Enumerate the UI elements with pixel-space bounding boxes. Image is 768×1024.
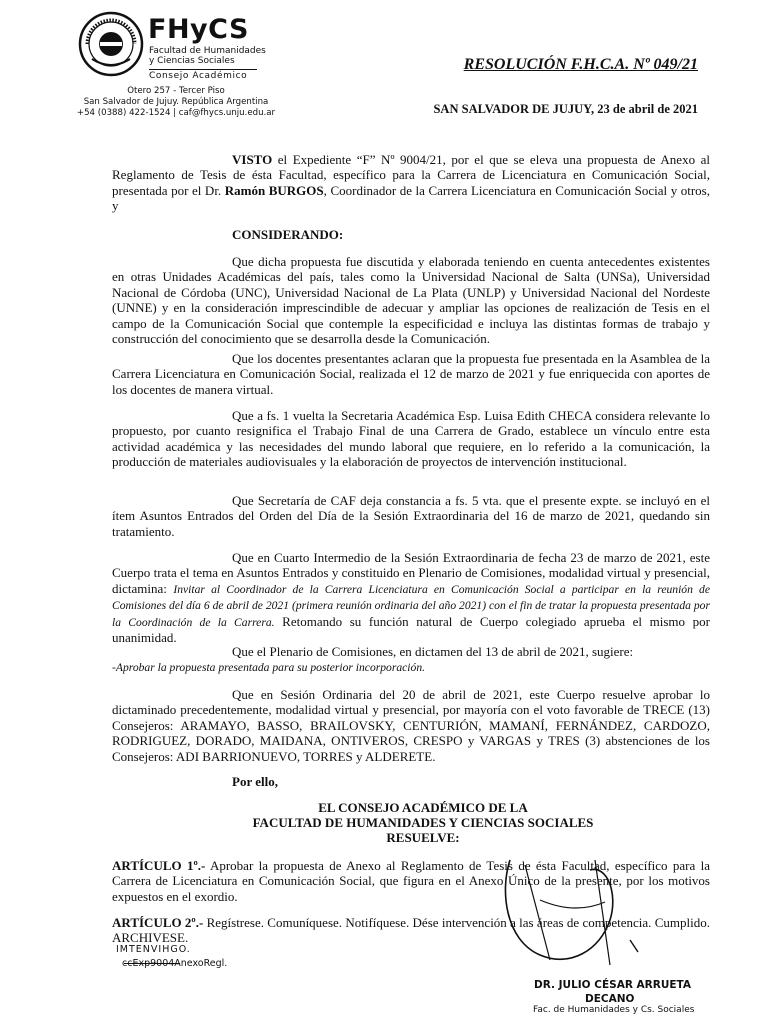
- footer-initials: IMTENVIHGO.: [116, 944, 191, 955]
- visto-text-a: el Expediente “F” Nº 9004/21, por el que se eleva una propuesta de Anexo al Reglamento de Tesis de ésta Facultad, específico para la Carrera de Licenciatura en Comunicación Social, presentada por el Dr.: [112, 152, 710, 198]
- p5-italic: Invitar al Coordinador de la Carrera Licenciatura en Comunicación Social a participar en la reunión de Comisiones del día 6 de abril de 2021 (primera reunión ordinaria del año 2021) con el fin de tratar la propuesta presentada por la Coordinación de la Carrera.: [112, 582, 710, 629]
- considerando-p2: Que los docentes presentantes aclaran que la propuesta fue presentada en la Asamblea de la Carrera Licenciatura en Comunicación Social, realizada el 12 de marzo de 2021 y fue enriquecida con aportes de los docentes de manera virtual.: [112, 351, 710, 397]
- considerando-p1: Que dicha propuesta fue discutida y elaborada teniendo en cuenta antecedentes existentes en otras Unidades Académicas del país, tales como la Universidad Nacional de Salta (UNSa), Universidad Nacional de Córdoba (UNC), Universidad Nacional de La Plata (UNLP) y Universidad Nacional del Nordeste (UNNE) y en la consideración imprescindible de adecuar y ampliar las opciones de realización de Tesis en el campo de la Comunicación Social que contemple la especificidad e incluya las distintas formas de trabajo y construcción del conocimiento que se desarrolla desde la Comunicación.: [112, 254, 710, 347]
- article-1-text: Aprobar la propuesta de Anexo al Reglamento de Tesis de ésta Facultad, específico para la Carrera de Licenciatura en Comunicación Social, que figura en el Anexo Único de la presente, por los motivos expuestos en el exordio.: [112, 858, 710, 904]
- signatory-name: DR. JULIO CÉSAR ARRUETA: [534, 979, 692, 991]
- header-divider: [149, 69, 257, 70]
- considerando-p5: [112, 550, 710, 645]
- date-line: SAN SALVADOR DE JUJUY, 23 de abril de 2021: [433, 102, 698, 116]
- address-block: [62, 86, 290, 119]
- considerando-p7: Que en Sesión Ordinaria del 20 de abril de 2021, este Cuerpo resuelve aprobar lo dictaminado precedentemente, modalidad virtual y presencial, por mayoría con el voto favorable de TRECE (13) Consejeros: ARAMAYO, BASSO, BRAILOVSKY, CENTURIÓN, MAMANÍ, FERNÁNDEZ, CARDOZO, RODRIGUEZ, DORADO, MAIDANA, ONTIVEROS, CRESPO y VARGAS y TRES (3) abstenciones de los Consejeros: ADI BARRIONUEVO, TORRES y ALDERETE.: [112, 687, 710, 764]
- faculty-line-1: Facultad de Humanidades: [149, 46, 266, 56]
- considerando-p3: Que a fs. 1 vuelta la Secretaria Académica Esp. Luisa Edith CHECA considera relevante lo propuesto, por cuanto resignifica el Trabajo Final de una Carrera de Grado, establece un vínculo entre esta actividad académica y las necesidades del mundo laboral que requiere, en lo referido a la comunicación, la producción de materiales audiovisuales y la elaboración de proyectos de intervención institucional.: [112, 408, 710, 470]
- article-2-label: ARTÍCULO 2º.-: [112, 915, 204, 930]
- footer-strike: [124, 963, 180, 964]
- footer-reference: ccExp9004AnexoRegl.: [122, 958, 228, 969]
- article-1-label: ARTÍCULO 1º.-: [112, 858, 206, 873]
- resuelve-line-2: FACULTAD DE HUMANIDADES Y CIENCIAS SOCIALES: [252, 815, 594, 830]
- faculty-line-2: y Ciencias Sociales: [149, 56, 235, 66]
- por-ello: Por ello,: [232, 774, 278, 789]
- visto-text-b: , Coordinador de la Carrera Licenciatura en Comunicación Social y otros, y: [112, 182, 710, 214]
- p6-quote: -Aprobar la propuesta presentada para su posterior incorporación.: [112, 661, 426, 674]
- p5-text-a: Que en Cuarto Intermedio de la Sesión Extraordinaria de fecha 23 de marzo de 2021, este Cuerpo trata el tema en Asuntos Entrados y constituido en Plenario de Comisiones, modalidad virtual y presencial, dictamina:: [112, 550, 710, 596]
- council-name: Consejo Académico: [149, 71, 248, 81]
- resuelve-line-1: EL CONSEJO ACADÉMICO DE LA: [318, 800, 528, 815]
- address-line-1: Otero 257 - Tercer Piso: [127, 86, 225, 96]
- address-line-2: San Salvador de Jujuy. República Argentina: [83, 97, 269, 107]
- considerando-p6: Que el Plenario de Comisiones, en dictamen del 13 de abril de 2021, sugiere:: [232, 644, 634, 659]
- visto-name: Ramón BURGOS: [224, 182, 324, 198]
- university-seal: [78, 11, 144, 77]
- signatory-title: DECANO: [585, 993, 635, 1005]
- contact-line: +54 (0388) 422-1524 | caf@fhycs.unju.edu.ar: [76, 108, 276, 118]
- article-2-text: Regístrese. Comuníquese. Notifíquese. Dése intervención a las áreas de competencia. Cumplido. ARCHIVESE.: [112, 915, 710, 946]
- visto-paragraph: [112, 152, 710, 214]
- resolution-number: RESOLUCIÓN F.H.C.A. Nº 049/21: [463, 56, 698, 73]
- faculty-name: [149, 46, 266, 66]
- visto-lead: VISTO: [232, 152, 273, 167]
- brand-logo-text: FHyCS: [148, 14, 249, 45]
- considerando-heading: CONSIDERANDO:: [232, 227, 344, 242]
- resuelve-line-3: RESUELVE:: [386, 830, 460, 845]
- handwritten-signature: [480, 840, 710, 970]
- signatory-faculty: Fac. de Humanidades y Cs. Sociales: [533, 1005, 695, 1015]
- p5-text-b: Retomando su función natural de Cuerpo colegiado aprueba el mismo por unanimidad.: [112, 613, 710, 646]
- considerando-p4: Que Secretaría de CAF deja constancia a fs. 5 vta. que el presente expte. se incluyó en el ítem Asuntos Entrados del Orden del Día de la Sesión Extraordinaria del 16 de marzo de 2021, quedando sin tratamiento.: [112, 493, 710, 539]
